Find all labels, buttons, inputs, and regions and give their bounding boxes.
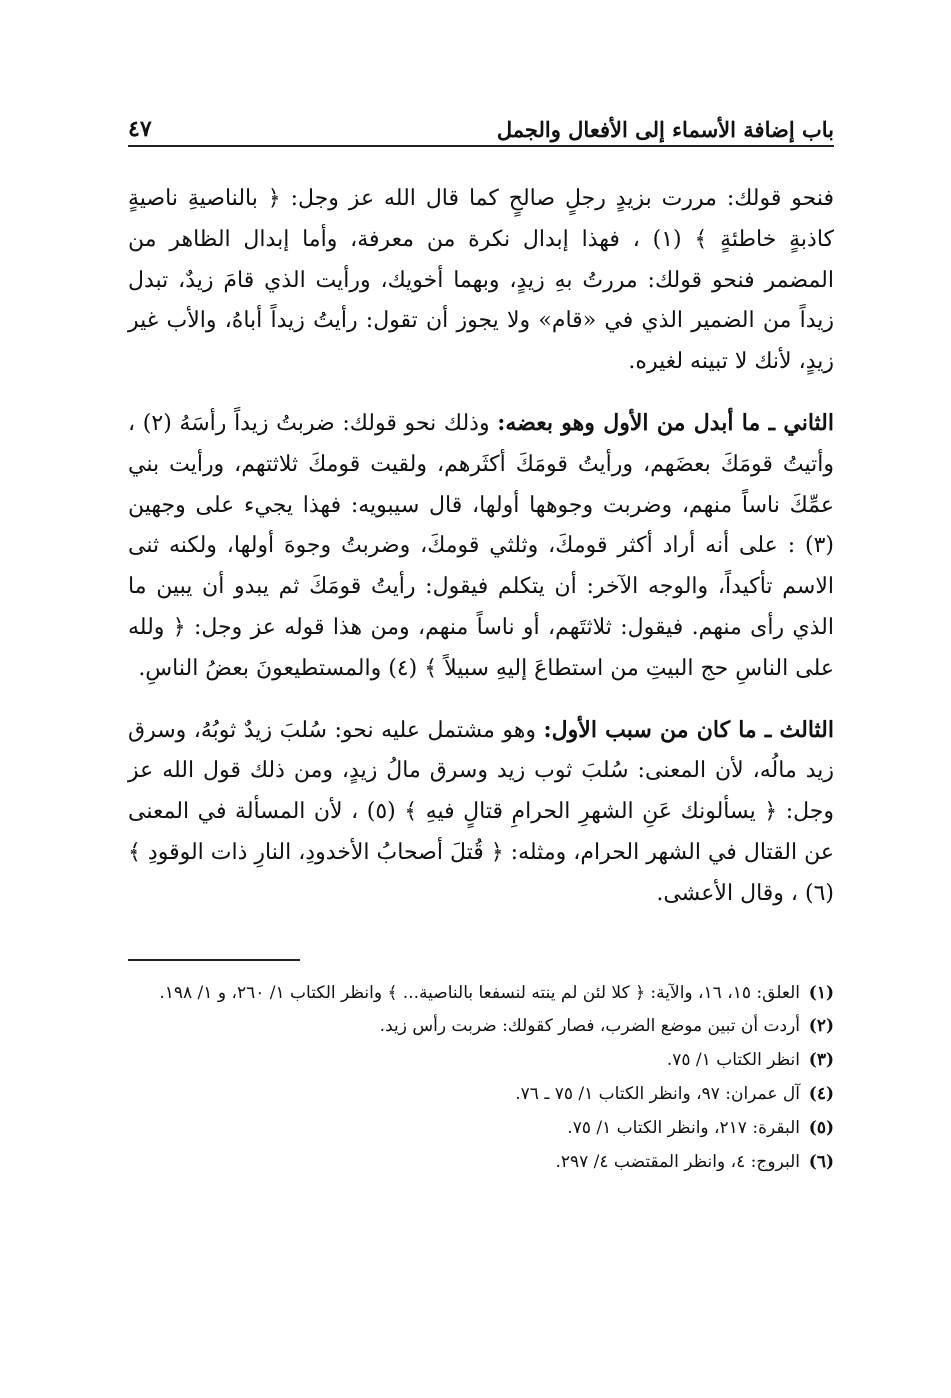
footnote-2 [128,1010,834,1044]
body-text [128,179,834,915]
footnote-divider [128,959,300,961]
paragraph-3-heading: الثالث ـ ما كان من سبب الأول: [543,716,834,743]
footnote-text: البقرة: ٢١٧، وانظر الكتاب ١/ ٧٥. [567,1117,800,1138]
footnote-number: (٢) [808,1016,834,1037]
paragraph-2-text: وذلك نحو قولك: ضربتُ زيداً رأسَهُ (٢) ، وأتيتُ قومَكَ بعضَهم، ورأيتُ قومَكَ أكثَرهم، ولقيت قومكَ ثلاثتهم، ورأيت بني عمِّكَ ناساً منهم، وضربت وجوهها أولها، قال سيبويه: فهذا يجيء على وجهين (٣) : على أنه أراد أكثر قومكَ، وثلثي قومكَ، وضربتُ وجوهَ أولها، ولكنه ثنى الاسم تأكيداً، والوجه الآخر: أن يتكلم فيقول: رأيتُ قومَكَ ثم يبدو أن يبين ما الذي رأى منهم. فيقول: ثلاثتَهم، أو ناساً منهم، ومن هذا قوله عز وجل: ﴿ ولله على الناسِ حج البيتِ من استطاعَ إليهِ سبيلاً ﴾ (٤) والمستطيعونَ بعضُ الناسِ. [128,410,834,681]
footnote-text: آل عمران: ٩٧، وانظر الكتاب ١/ ٧٥ ـ ٧٦. [515,1083,800,1104]
footnote-text: أردت أن تبين موضع الضرب، فصار كقولك: ضربت رأس زيد. [379,1016,800,1037]
paragraph-2-heading: الثاني ـ ما أبدل من الأول وهو بعضه: [497,409,834,436]
footnote-1 [128,977,834,1011]
footnote-3 [128,1044,834,1078]
footnote-text: انظر الكتاب ١/ ٧٥. [666,1050,800,1071]
paragraph-1-text: فنحو قولك: مررت بزيدٍ رجلٍ صالحٍ كما قال الله عز وجل: ﴿ بالناصيةِ ناصيةٍ كاذبةٍ خاطئةٍ ﴾ (١) ، فهذا إبدال نكرة من معرفة، وأما إبدال الظاهر من المضمر فنحو قولك: مررتُ بهِ زيدٍ، وبهما أخويك، ورأيت الذي قامَ زيدٌ، تبدل زيداً من الضمير الذي في «قام» ولا يجوز أن تقول: رأيتُ زيداً أباهُ، والأب غير زيدٍ، لأنك لا تبينه لغيره. [128,186,835,375]
paragraph-2 [128,403,834,690]
footnotes [128,977,834,1180]
footnote-5 [128,1112,834,1146]
footnote-text: البروج: ٤، وانظر المقتضب ٤/ ٢٩٧. [555,1151,800,1172]
paragraph-3 [128,710,834,915]
footnote-4 [128,1078,834,1112]
footnote-number: (٦) [808,1151,834,1172]
footnote-number: (٣) [808,1050,834,1071]
footnote-text: العلق: ١٥، ١٦، والآية: ﴿ كلا لئن لم ينته لنسفعا بالناصية... ﴾ وانظر الكتاب ١/ ٢٦٠، و ١/ ١٩٨. [159,982,800,1003]
paragraph-3-text: وهو مشتمل عليه نحو: سُلبَ زيدٌ ثوبُهُ، وسرق زيد مالُه، لأن المعنى: سُلبَ ثوب زيد وسرق مالُ زيدٍ، ومن ذلك قول الله عز وجل: ﴿ يسألونك عَنِ الشهرِ الحرامِ قتالٍ فيهِ ﴾ (٥) ، لأن المسألة في المعنى عن القتال في الشهر الحرام، ومثله: ﴿ قُتلَ أصحابُ الأخدودِ، النارِ ذات الوقودِ ﴾ (٦) ، وقال الأعشى. [128,717,834,906]
footnote-number: (٤) [808,1083,834,1104]
page-number: ٤٧ [128,116,152,142]
footnote-6 [128,1146,834,1180]
footnote-number: (٥) [808,1117,834,1138]
running-title: باب إضافة الأسماء إلى الأفعال والجمل [496,117,834,142]
paragraph-1 [128,179,834,383]
footnote-number: (١) [808,982,834,1003]
running-head [128,108,834,147]
book-page [128,108,834,1179]
